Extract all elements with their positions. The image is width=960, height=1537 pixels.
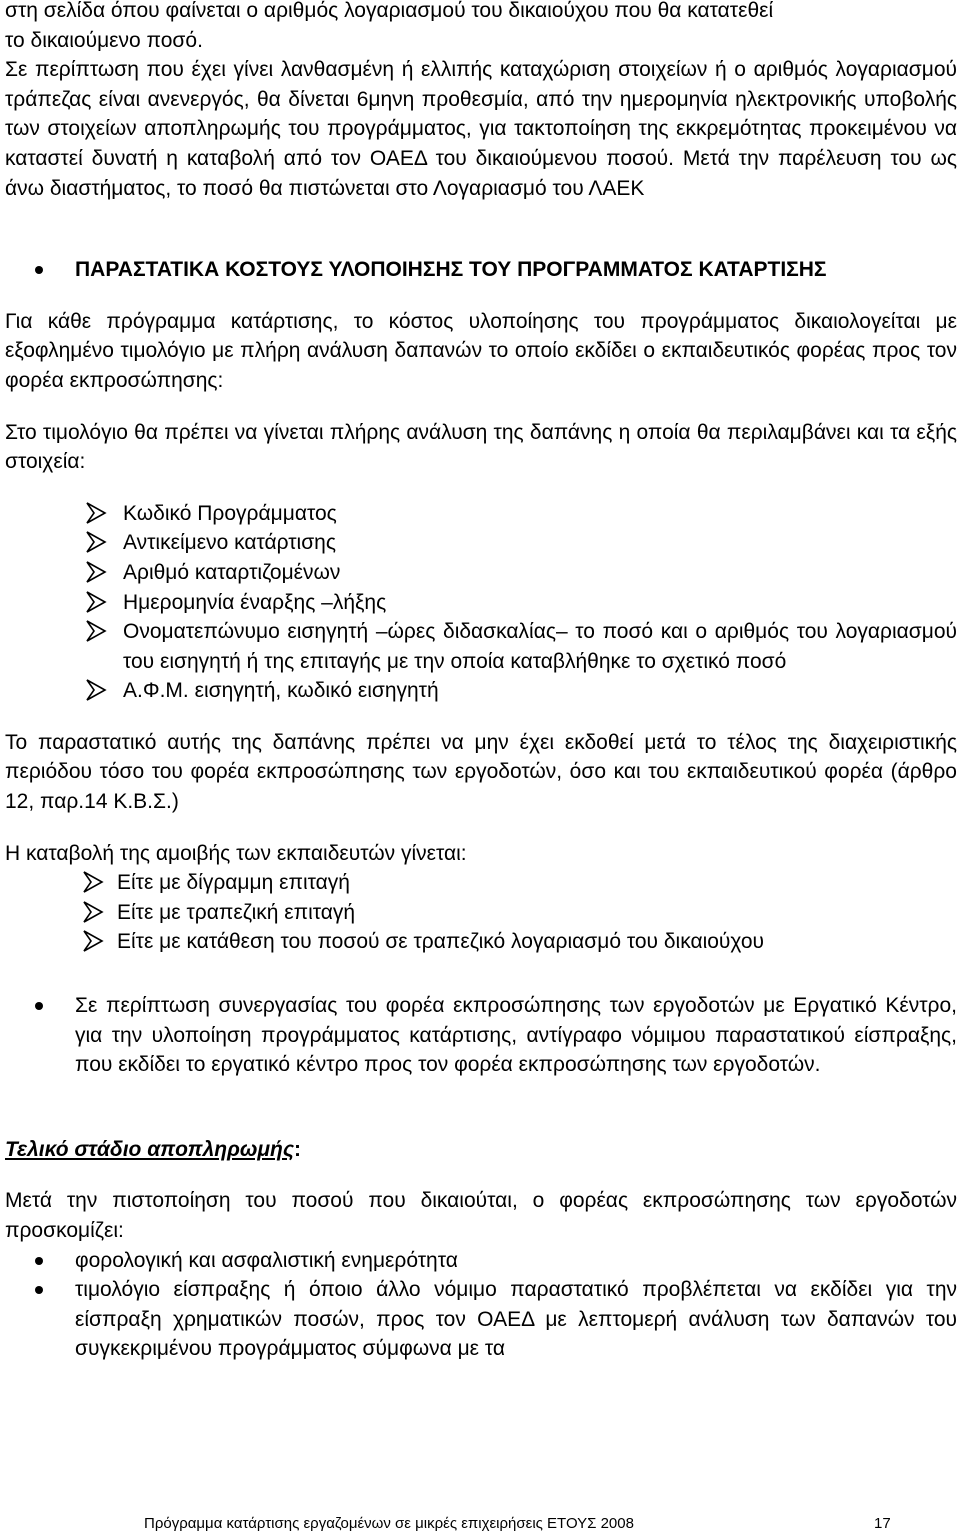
payment-methods-list	[5, 868, 957, 957]
labour-centre-text: Σε περίπτωση συνεργασίας του φορέα εκπροσώπησης των εργοδοτών με Εργατικό Κέντρο, για την υλοποίηση προγράμματος κατάρτισης, αντίγραφο νόμιμου παραστατικού είσπραξης, που εκδίδει το εργατικό κέντρο προς τον φορέα εκπροσώπησης των εργοδοτών.	[75, 994, 957, 1077]
section-heading-bullet	[5, 255, 957, 285]
list-item	[5, 1246, 957, 1276]
final-item-label: τιμολόγιο είσπραξης ή όποιο άλλο νόμιμο παραστατικό προβλέπεται να εκδίδει για την είσπραξη χρηματικών ποσών, προς τον ΟΑΕΔ με λεπτομερή ανάλυση των δαπανών του συγκεκριμένου προγράμματος σύμφωνα με τα	[75, 1278, 957, 1361]
bullet-dot-icon	[35, 1002, 43, 1010]
page-number: 17	[874, 1515, 891, 1532]
final-stage-title: Τελικό στάδιο αποπληρωμής	[5, 1137, 295, 1161]
list-item	[5, 676, 957, 706]
page-footer	[0, 1514, 960, 1534]
arrow-bullet-icon	[85, 560, 107, 584]
payment-method-label: Είτε με δίγραμμη επιταγή	[117, 871, 350, 895]
bullet-dot-icon	[35, 266, 43, 274]
payment-method-label: Είτε με κατάθεση του ποσού σε τραπεζικό λογαριασμό του δικαιούχου	[117, 930, 765, 954]
invoice-item-label: Αριθμό καταρτιζομένων	[123, 560, 341, 584]
list-item	[5, 1275, 957, 1364]
labour-centre-bullet	[5, 991, 957, 1080]
bullet-dot-icon	[35, 1286, 43, 1294]
arrow-bullet-icon	[85, 619, 107, 643]
arrow-bullet-icon	[82, 900, 104, 924]
arrow-bullet-icon	[82, 870, 104, 894]
invoice-items-list	[5, 499, 957, 706]
invoice-item-label: Κωδικό Προγράμματος	[123, 501, 337, 525]
bullet-dot-icon	[35, 1257, 43, 1265]
invoice-item-label: Α.Φ.Μ. εισηγητή, κωδικό εισηγητή	[123, 679, 439, 703]
arrow-bullet-icon	[82, 929, 104, 953]
list-item	[5, 499, 957, 529]
paragraph-final-certification: Μετά την πιστοποίηση του ποσού που δικαιούται, ο φορέας εκπροσώπησης των εργοδοτών προσκομίζει:	[5, 1189, 957, 1242]
paragraph-incorrect-entry: Σε περίπτωση που έχει γίνει λανθασμένη ή ελλιπής καταχώριση στοιχείων ή ο αριθμός λογαριασμού τράπεζας είναι ανενεργός, θα δίνεται 6μηνη προθεσμία, από την ημερομηνία ηλεκτρονικής υποβολής των στοιχείων αποπληρωμής του προγράμματος, για τακτοποίηση της εκκρεμότητας προκειμένου να καταστεί δυνατή η καταβολή από τον ΟΑΕΔ του δικαιούμενου ποσού. Μετά την παρέλευση του ως άνω διαστήματος, το ποσό θα πιστώνεται στο Λογαριασμό του ΛΑΕΚ	[5, 58, 957, 200]
final-stage-heading	[5, 1135, 957, 1165]
list-item	[5, 528, 957, 558]
final-stage-colon: :	[294, 1137, 302, 1161]
arrow-bullet-icon	[85, 590, 107, 614]
arrow-bullet-icon	[85, 530, 107, 554]
footer-text: Πρόγραμμα κατάρτισης εργαζομένων σε μικρές επιχειρήσεις ΕΤΟΥΣ 2008	[144, 1515, 634, 1532]
arrow-bullet-icon	[85, 501, 107, 525]
list-item	[5, 617, 957, 676]
invoice-item-label: Ημερομηνία έναρξης –λήξης	[123, 590, 387, 614]
section-heading: ΠΑΡΑΣΤΑΤΙΚΑ ΚΟΣΤΟΥΣ ΥΛΟΠΟΙΗΣΗΣ ΤΟΥ ΠΡΟΓΡΑΜΜΑΤΟΣ ΚΑΤΑΡΤΙΣΗΣ	[75, 258, 827, 282]
list-item	[5, 898, 957, 928]
final-items-list	[5, 1246, 957, 1364]
paragraph-document-deadline: Το παραστατικό αυτής της δαπάνης πρέπει να μην έχει εκδοθεί μετά το τέλος της διαχειριστικής περιόδου τόσο του φορέα εκπροσώπησης των εργοδοτών, όσο και του εκπαιδευτικού φορέα (άρθρο 12, παρ.14 Κ.Β.Σ.)	[5, 730, 957, 814]
intro-line-1: στη σελίδα όπου φαίνεται ο αριθμός λογαριασμού του δικαιούχου που θα κατατεθεί	[5, 0, 774, 22]
list-item	[5, 588, 957, 618]
document-page	[5, 0, 957, 1364]
list-item	[5, 868, 957, 898]
payment-method-label: Είτε με τραπεζική επιταγή	[117, 900, 356, 924]
paragraph-trainer-payment: Η καταβολή της αμοιβής των εκπαιδευτών γίνεται:	[5, 841, 467, 865]
paragraph-invoice-justification: Για κάθε πρόγραμμα κατάρτισης, το κόστος υλοποίησης του προγράμματος δικαιολογείται με εξοφλημένο τιμολόγιο με πλήρη ανάλυση δαπανών το οποίο εκδίδει ο εκπαιδευτικός φορέας προς τον φορέα εκπροσώπησης:	[5, 309, 957, 392]
list-item	[5, 927, 957, 957]
arrow-bullet-icon	[85, 678, 107, 702]
list-item	[5, 558, 957, 588]
invoice-item-label: Ονοματεπώνυμο εισηγητή –ώρες διδασκαλίας– το ποσό και ο αριθμός του λογαριασμού του εισηγητή ή της επιταγής με την οποία καταβλήθηκε το σχετικό ποσό	[123, 620, 957, 673]
final-item-label: φορολογική και ασφαλιστική ενημερότητα	[75, 1248, 458, 1272]
paragraph-invoice-analysis: Στο τιμολόγιο θα πρέπει να γίνεται πλήρης ανάλυση της δαπάνης η οποία θα περιλαμβάνει και τα εξής στοιχεία:	[5, 420, 957, 474]
invoice-item-label: Αντικείμενο κατάρτισης	[123, 531, 336, 555]
intro-line-2: το δικαιούμενο ποσό.	[5, 28, 203, 52]
